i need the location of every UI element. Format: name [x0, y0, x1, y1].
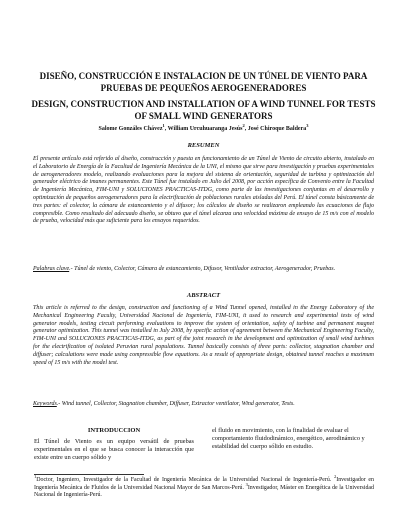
keywords-label: Keywords [33, 401, 57, 407]
footnotes [34, 474, 374, 500]
footnote-text: Doctor, Ingeniero, Investigador de la Facultad de Ingeniería Mecánica de la Universidad Nacional de Ingeniería-Perú. [36, 477, 335, 483]
footnote-mark: 2 [334, 474, 337, 480]
palabras-clave-text: .- Túnel de viento, Colector, Cámara de estancamiento, Difusor, Ventilador extractor, Aerogenerador, Pruebas. [69, 266, 336, 272]
author-affiliation-mark: 2 [242, 123, 245, 128]
resumen-heading: RESUMEN [187, 142, 220, 149]
author-affiliation-mark: 1 [162, 123, 165, 128]
footnote-divider [34, 474, 144, 475]
palabras-clave [33, 266, 374, 274]
author-name: William Urcuhuaranga Jesús [167, 126, 243, 132]
keywords-text: .- Wind tunnel, Collector, Stagnation chamber, Diffuser, Extractor ventilator, Wind generator, Tests. [56, 401, 295, 407]
footnote-mark: 3 [245, 481, 248, 487]
title-spanish: DISEÑO, CONSTRUCCIÓN E INSTALACION DE UN TÚNEL DE VIENTO PARA PRUEBAS DE PEQUEÑOS AEROGENERADORES [39, 71, 368, 93]
introduccion-heading: INTRODUCCION [87, 427, 141, 434]
resumen-text: El presente artículo está referido al diseño, construcción y puesta en funcionamiento de un Túnel de Viento de circuito abierto, instalado en el Laboratorio de Energía de la Facultad de Ingeniería Mecánica de la UNI, el mismo que sirve para investigación y pruebas experimentales de aerogeneradores modelo, realizando evaluaciones para la mejora del sistema de orientación, seguridad de turbina y optimización del generador eléctrico de imanes permanentes. Este Túnel fue instalado en Julio del 2008, por acción específica de Convenio entre la Facultad de Ingeniería Mecánica, FIM-UNI y SOLUCIONES PRACTICAS-ITDG, como parte de las investigaciones conjuntas en el desarrollo y optimización de pequeños aerogeneradores para la electrificación de poblaciones rurales aisladas del Perú. El túnel consta básicamente de tres partes: el colector, la cámara de estancamiento y el difusor; los cálculos de diseño se realizaron empleando las ecuaciones de flujo compresible. Como resultado del adecuado diseño, se obtuvo que el túnel alcanza una velocidad máxima de ensayo de 15 m/s con el modelo de prueba, velocidad más que suficiente para los ensayos requeridos. [33, 156, 374, 225]
author-name: Salome Gonzáles Chávez [98, 126, 163, 132]
author-separator: , [164, 126, 168, 132]
abstract-text: This article is referred to the design, construction and functioning of a Wind Tunnel opened, installed in the Energy Laboratory of the Mechanical Engineering Faculty, Universidad Nacional de Ingeniería, FIM-UNI, it used to research and experimental tests of wind generator models, testing circuit performing evaluations to improve the system of orientation, safety of turbine and permanent magnet generator optimization. This tunnel was installed in July 2008, by specific action of agreement between the Mechanical Engineering Faculty, FIM-UNI and SOLUCIONES PRACTICAS-ITDG, as part of the joint research in the development and optimization of small wind turbines for the electrification of isolated Peruvian rural populations. Tunnel basically consists of three parts: collector, stagnation chamber and diffuser; calculations were made using compressible flow equations. As a result of appropriate design, obtained tunnel reaches a maximum speed of 15 m/s with the model test. [33, 305, 374, 366]
body-column-left [34, 427, 194, 462]
footnote-mark: 1 [34, 474, 37, 480]
introduccion-text-right: el fluido en movimiento, con la finalidad de evaluar el comportamiento fluidodinámico, energético, aerodinámico y estabilidad del cuerpo sólido en estudio. [212, 427, 365, 450]
author-name: José Chiroque Baldera [247, 126, 307, 132]
introduccion-text-left: El Túnel de Viento es un equipo versátil de pruebas experimentales en el que se busca conocer la interacción que existe entre un cuerpo sólido y [34, 438, 194, 461]
footnote-text: Investigador en Ingeniería Mecánica de Fluidos de la Universidad Nacional Mayor de San Marcos-Perú. [34, 477, 374, 491]
footnote-text: Investigador, Máster en Energética de la Universidad Nacional de Ingeniería-Perú. [34, 484, 374, 499]
palabras-clave-label: Palabras clave [33, 266, 70, 272]
body-column-right [212, 427, 372, 451]
abstract-heading: ABSTRACT [186, 292, 221, 299]
title-english: DESIGN, CONSTRUCTION AND INSTALLATION OF A WIND TUNNEL FOR TESTS OF SMALL WIND GENERATORS [31, 99, 376, 121]
author-separator: , [244, 126, 248, 132]
keywords [33, 401, 374, 409]
author-affiliation-mark: 3 [306, 123, 309, 128]
author-list [30, 125, 377, 133]
